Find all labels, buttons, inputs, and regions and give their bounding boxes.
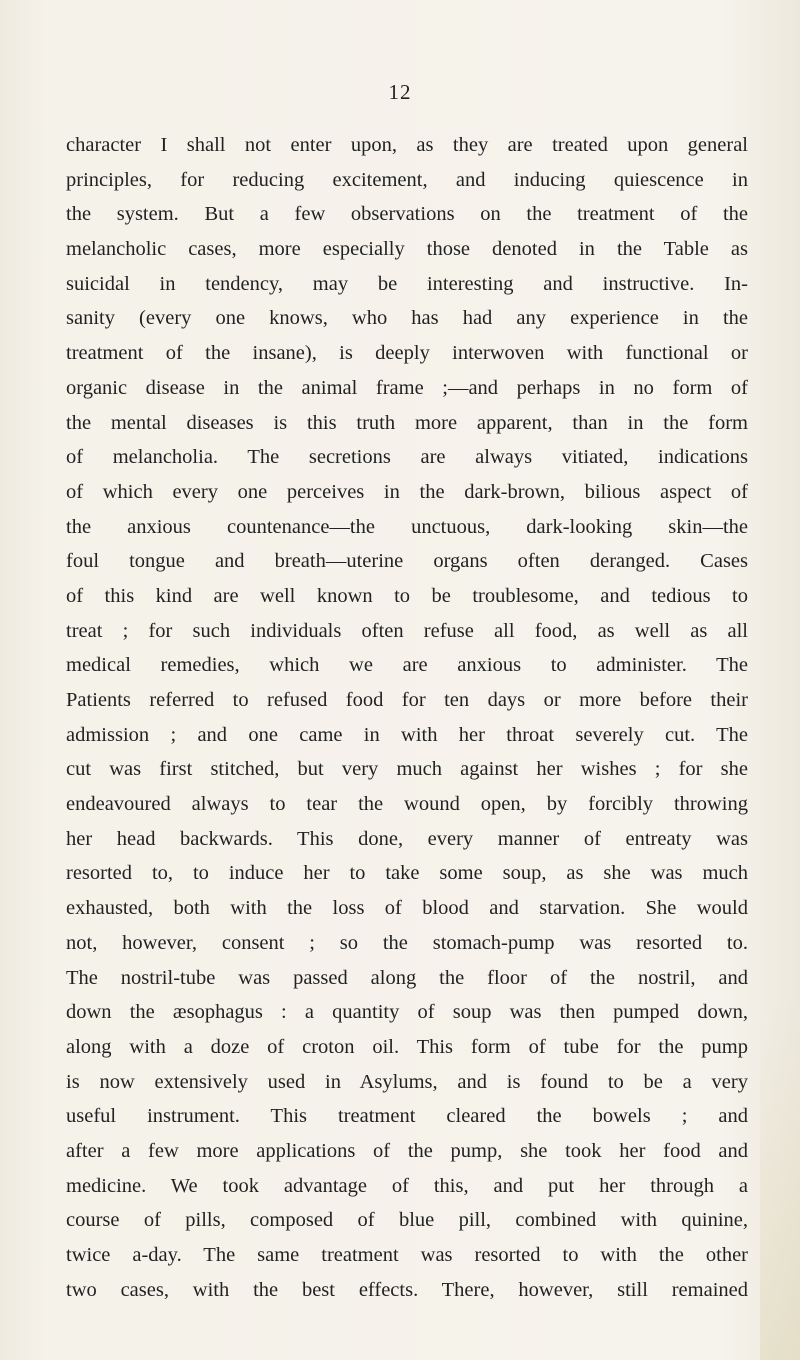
text-line-28: is now extensively used in Asylums, and is found to be a very bbox=[66, 1070, 748, 1093]
text-line-22: resorted to, to induce her to take some soup, as she was much bbox=[66, 862, 748, 885]
text-line-25: The nostril-tube was passed along the floor of the nostril, and bbox=[66, 966, 748, 989]
text-line-14: of this kind are well known to be troublesome, and tedious to bbox=[66, 584, 748, 607]
text-line-32: course of pills, composed of blue pill, combined with quinine, bbox=[66, 1209, 748, 1232]
text-line-24: not, however, consent ; so the stomach-pump was resorted to. bbox=[66, 931, 748, 954]
text-line-7: treatment of the insane), is deeply interwoven with functional or bbox=[66, 342, 748, 365]
text-line-6: sanity (every one knows, who has had any experience in the bbox=[66, 307, 748, 330]
page-corner-stain bbox=[760, 1000, 800, 1360]
text-line-2: principles, for reducing excitement, and inducing quiescence in bbox=[66, 168, 748, 191]
text-line-17: Patients referred to refused food for ten days or more before their bbox=[66, 689, 748, 711]
text-line-19: cut was first stitched, but very much against her wishes ; for she bbox=[66, 758, 748, 781]
body-text bbox=[66, 128, 748, 1307]
text-line-4: melancholic cases, more especially those denoted in the Table as bbox=[66, 238, 748, 261]
page-number: 12 bbox=[388, 80, 412, 104]
text-line-16: medical remedies, which we are anxious to administer. The bbox=[66, 654, 748, 677]
text-line-18: admission ; and one came in with her throat severely cut. The bbox=[66, 723, 748, 746]
text-line-13: foul tongue and breath—uterine organs often deranged. Cases bbox=[66, 550, 748, 573]
text-line-31: medicine. We took advantage of this, and put her through a bbox=[66, 1174, 748, 1197]
text-line-5: suicidal in tendency, may be interesting and instructive. In- bbox=[66, 272, 748, 295]
text-line-1: character I shall not enter upon, as they are treated upon general bbox=[66, 134, 748, 156]
text-line-23: exhausted, both with the loss of blood and starvation. She would bbox=[66, 897, 748, 920]
text-line-12: the anxious countenance—the unctuous, dark-looking skin—the bbox=[66, 515, 748, 538]
text-line-27: along with a doze of croton oil. This form of tube for the pump bbox=[66, 1035, 748, 1058]
text-line-30: after a few more applications of the pump, she took her food and bbox=[66, 1139, 748, 1162]
text-line-9: the mental diseases is this truth more apparent, than in the form bbox=[66, 411, 748, 434]
text-line-20: endeavoured always to tear the wound open, by forcibly throwing bbox=[66, 793, 748, 816]
text-line-8: organic disease in the animal frame ;—and perhaps in no form of bbox=[66, 376, 748, 399]
text-line-26: down the æsophagus : a quantity of soup was then pumped down, bbox=[66, 1001, 748, 1024]
text-line-21: her head backwards. This done, every manner of entreaty was bbox=[66, 827, 748, 850]
text-line-15: treat ; for such individuals often refuse all food, as well as all bbox=[66, 619, 748, 642]
text-line-29: useful instrument. This treatment cleared the bowels ; and bbox=[66, 1105, 748, 1128]
text-line-34: two cases, with the best effects. There, however, still remained bbox=[66, 1278, 748, 1301]
text-line-33: twice a-day. The same treatment was resorted to with the other bbox=[66, 1244, 748, 1266]
text-line-3: the system. But a few observations on the treatment of the bbox=[66, 203, 748, 226]
text-line-10: of melancholia. The secretions are always vitiated, indications bbox=[66, 446, 748, 469]
text-line-11: of which every one perceives in the dark-brown, bilious aspect of bbox=[66, 480, 748, 503]
